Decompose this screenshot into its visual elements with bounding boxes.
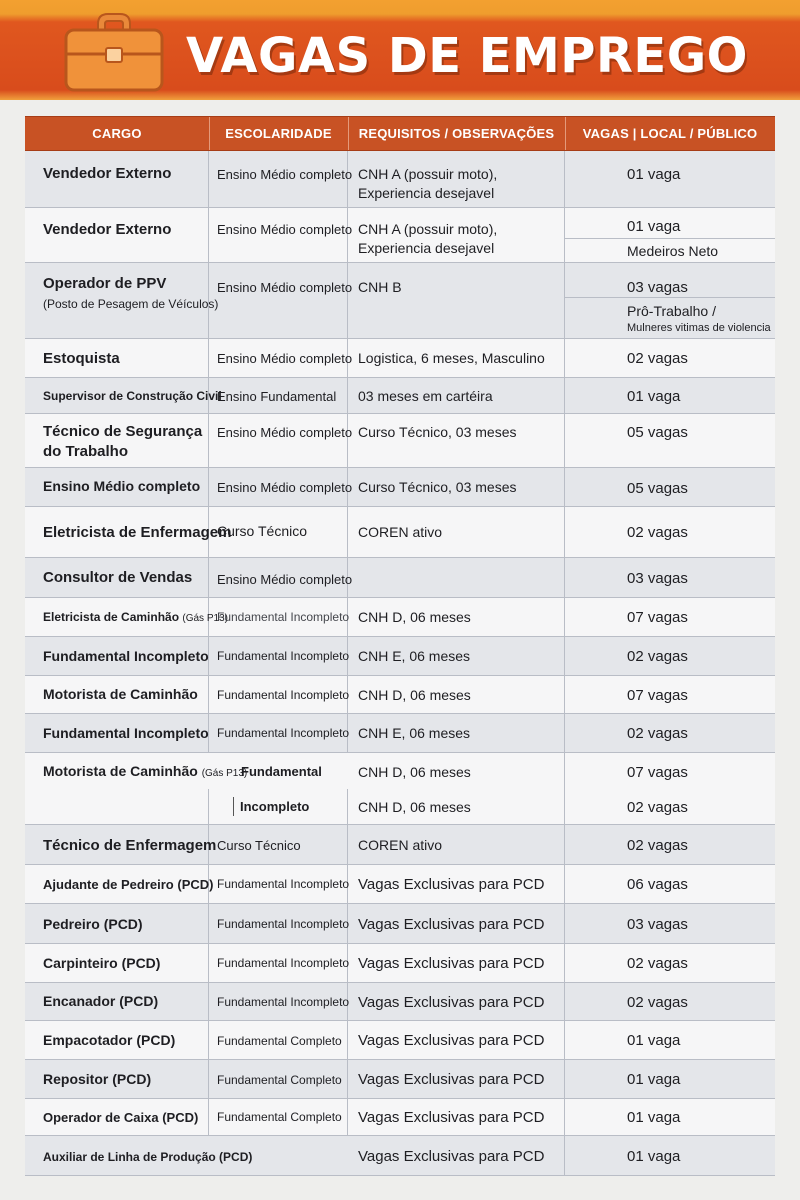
cargo-cell: Fundamental Incompleto bbox=[43, 648, 209, 664]
cargo-cell: Técnico de Segurança bbox=[43, 423, 203, 440]
cargo-tag: (Gás P13) bbox=[182, 613, 228, 624]
escolaridade-cell: Fundamental Incompleto bbox=[217, 688, 350, 702]
cargo-cell: Pedreiro (PCD) bbox=[43, 916, 143, 932]
header-banner bbox=[0, 0, 800, 100]
column-header-requisitos: REQUISITOS / OBSERVAÇÕES bbox=[348, 117, 566, 150]
cargo-cell bbox=[43, 608, 228, 628]
escolaridade-cell: Ensino Fundamental bbox=[217, 389, 337, 404]
escolaridade-cell: Fundamental Completo bbox=[217, 1110, 342, 1124]
cargo-cell: Encanador (PCD) bbox=[43, 993, 159, 1009]
escolaridade-cell: Fundamental Incompleto bbox=[217, 877, 350, 891]
escolaridade-cell: Fundamental Incompleto bbox=[217, 995, 350, 1009]
table-row bbox=[25, 1099, 775, 1136]
local-cell: Prô-Trabalho / bbox=[627, 303, 716, 319]
table-row bbox=[25, 983, 775, 1021]
escolaridade-cell: Fundamental Completo bbox=[217, 1034, 342, 1048]
vagas-cell: 02 vagas bbox=[627, 524, 688, 541]
escolaridade-cell: Curso Técnico bbox=[217, 523, 308, 539]
escolaridade-cell: Ensino Médio completo bbox=[217, 280, 353, 295]
requisitos-cell: CNH D, 06 meses bbox=[358, 609, 471, 625]
vagas-cell: 07 vagas bbox=[627, 764, 688, 781]
cargo-cell: Supervisor de Construção Civil bbox=[43, 389, 222, 403]
table-row bbox=[25, 414, 775, 468]
jobs-table bbox=[25, 116, 775, 1165]
vagas-cell: 03 vagas bbox=[627, 279, 688, 296]
cargo-subtitle: (Posto de Pesagem de Véículos) bbox=[43, 297, 219, 311]
requisitos-cell: Vagas Exclusivas para PCD bbox=[358, 1032, 545, 1049]
escolaridade-cell: Ensino Médio completo bbox=[217, 351, 353, 366]
requisitos-cell: Vagas Exclusivas para PCD bbox=[358, 1109, 545, 1126]
table-header bbox=[25, 116, 775, 151]
vagas-cell: 02 vagas bbox=[627, 799, 688, 816]
page-title: VAGAS DE EMPREGO bbox=[186, 28, 748, 84]
vagas-cell: 07 vagas bbox=[627, 609, 688, 626]
table-row bbox=[25, 208, 775, 263]
cargo-cell: Auxiliar de Linha de Produção (PCD) bbox=[43, 1150, 253, 1164]
requisitos-cell: Vagas Exclusivas para PCD bbox=[358, 1071, 545, 1088]
vagas-cell: 03 vagas bbox=[627, 570, 688, 587]
requisitos-cell: Vagas Exclusivas para PCD bbox=[358, 955, 545, 972]
vagas-cell: 03 vagas bbox=[627, 916, 688, 933]
column-header-escolaridade: ESCOLARIDADE bbox=[209, 117, 349, 150]
requisitos-cell: CNH D, 06 meses bbox=[358, 799, 471, 815]
requisitos-cell: CNH A (possuir moto), bbox=[358, 221, 498, 237]
cargo-cell: Vendedor Externo bbox=[43, 221, 172, 238]
table-row bbox=[25, 714, 775, 753]
vagas-cell: 02 vagas bbox=[627, 725, 688, 742]
vagas-cell: 01 vaga bbox=[627, 1109, 681, 1126]
table-row bbox=[25, 789, 775, 825]
briefcase-icon bbox=[62, 10, 166, 94]
cargo-text: Eletricista de Caminhão bbox=[43, 610, 180, 624]
escolaridade-cell: Curso Técnico bbox=[217, 838, 301, 853]
requisitos-cell: CNH B bbox=[358, 279, 402, 295]
column-header-vagas: VAGAS | LOCAL / PÚBLICO bbox=[582, 126, 758, 141]
table-row bbox=[25, 263, 775, 339]
requisitos-cell-line2: Experiencia desejavel bbox=[358, 185, 495, 201]
cargo-cell: Consultor de Vendas bbox=[43, 569, 193, 586]
vagas-cell: 01 vaga bbox=[627, 1032, 681, 1049]
table-row bbox=[25, 676, 775, 714]
cargo-cell: Ajudante de Pedreiro (PCD) bbox=[43, 877, 214, 892]
local-cell: Medeiros Neto bbox=[627, 243, 719, 259]
cargo-cell: Empacotador (PCD) bbox=[43, 1032, 176, 1048]
requisitos-cell: Vagas Exclusivas para PCD bbox=[358, 994, 545, 1011]
escolaridade-cell: Ensino Médio completo bbox=[217, 222, 353, 237]
cargo-cell: Operador de PPV bbox=[43, 275, 167, 292]
cargo-cell: Operador de Caixa (PCD) bbox=[43, 1110, 199, 1125]
table-row bbox=[25, 378, 775, 414]
table-row bbox=[25, 904, 775, 944]
escolaridade-cell: Fundamental bbox=[241, 764, 322, 779]
vagas-cell: 02 vagas bbox=[627, 350, 688, 367]
cargo-cell: Técnico de Enfermagem bbox=[43, 837, 217, 854]
requisitos-cell-line2: Experiencia desejavel bbox=[358, 240, 495, 256]
vagas-cell: 01 vaga bbox=[627, 166, 681, 183]
cargo-cell: Ensino Médio completo bbox=[43, 478, 201, 494]
vagas-cell: 06 vagas bbox=[627, 876, 688, 893]
escolaridade-cell: Ensino Médio completo bbox=[217, 167, 353, 182]
vagas-cell: 05 vagas bbox=[627, 424, 688, 441]
requisitos-cell: CNH E, 06 meses bbox=[358, 648, 471, 664]
cargo-cell: Repositor (PCD) bbox=[43, 1071, 152, 1087]
table-row bbox=[25, 825, 775, 865]
local-cell-line2: Mulneres vitimas de violencia bbox=[627, 322, 771, 334]
escolaridade-cell: Fundamental Incompleto bbox=[217, 610, 350, 624]
escolaridade-cell: Ensino Médio completo bbox=[217, 480, 353, 495]
vagas-cell: 01 vaga bbox=[627, 1071, 681, 1088]
cargo-text: Motorista de Caminhão bbox=[43, 763, 198, 779]
escolaridade-cell: Fundamental Incompleto bbox=[217, 649, 350, 663]
vagas-cell: 01 vaga bbox=[627, 388, 681, 405]
table-row bbox=[25, 865, 775, 904]
requisitos-cell: CNH E, 06 meses bbox=[358, 725, 471, 741]
vagas-cell: 05 vagas bbox=[627, 480, 688, 497]
table-row bbox=[25, 339, 775, 378]
vagas-cell: 02 vagas bbox=[627, 837, 688, 854]
vagas-cell: 02 vagas bbox=[627, 648, 688, 665]
table-row bbox=[25, 753, 775, 789]
cargo-cell bbox=[43, 762, 248, 783]
requisitos-cell: COREN ativo bbox=[358, 837, 443, 853]
cargo-cell-line2: do Trabalho bbox=[43, 443, 129, 460]
escolaridade-cell: Ensino Médio completo bbox=[217, 425, 353, 440]
table-row bbox=[25, 151, 775, 208]
requisitos-cell: CNH D, 06 meses bbox=[358, 687, 471, 703]
vagas-cell: 07 vagas bbox=[627, 687, 688, 704]
vagas-cell: 02 vagas bbox=[627, 955, 688, 972]
table-row bbox=[25, 1021, 775, 1060]
table-row bbox=[25, 1136, 775, 1176]
escolaridade-cell: Fundamental Incompleto bbox=[217, 956, 350, 970]
vagas-cell: 02 vagas bbox=[627, 994, 688, 1011]
requisitos-cell: Curso Técnico, 03 meses bbox=[358, 479, 517, 495]
cargo-tag: (Gás P13) bbox=[201, 768, 248, 779]
requisitos-cell: COREN ativo bbox=[358, 524, 443, 540]
cargo-cell: Fundamental Incompleto bbox=[43, 725, 209, 741]
requisitos-cell: Logistica, 6 meses, Masculino bbox=[358, 350, 545, 366]
table-row bbox=[25, 558, 775, 598]
table-row bbox=[25, 1060, 775, 1099]
table-row bbox=[25, 468, 775, 507]
escolaridade-cell: Ensino Médio completo bbox=[217, 572, 353, 587]
cargo-cell: Carpinteiro (PCD) bbox=[43, 955, 161, 971]
escolaridade-cell: Fundamental Incompleto bbox=[217, 726, 350, 740]
requisitos-cell: Curso Técnico, 03 meses bbox=[358, 424, 517, 440]
requisitos-cell: CNH A (possuir moto), bbox=[358, 166, 498, 182]
cargo-cell: Vendedor Externo bbox=[43, 165, 172, 182]
vagas-cell: 01 vaga bbox=[627, 1148, 681, 1165]
cargo-cell: Estoquista bbox=[43, 350, 120, 367]
escolaridade-cell: Fundamental Incompleto bbox=[217, 917, 350, 931]
vagas-cell: 01 vaga bbox=[627, 218, 681, 235]
table-row bbox=[25, 944, 775, 983]
requisitos-cell: Vagas Exclusivas para PCD bbox=[358, 876, 545, 893]
requisitos-cell: 03 meses em cartéira bbox=[358, 388, 493, 404]
table-row bbox=[25, 598, 775, 637]
table-row bbox=[25, 507, 775, 558]
escolaridade-cell: Incompleto bbox=[233, 797, 343, 816]
cargo-cell: Motorista de Caminhão bbox=[43, 686, 198, 702]
requisitos-cell: Vagas Exclusivas para PCD bbox=[358, 916, 545, 933]
table-row bbox=[25, 637, 775, 676]
escolaridade-cell: Fundamental Completo bbox=[217, 1073, 342, 1087]
requisitos-cell: CNH D, 06 meses bbox=[358, 764, 471, 780]
requisitos-cell: Vagas Exclusivas para PCD bbox=[358, 1148, 545, 1165]
column-header-cargo: CARGO bbox=[25, 117, 210, 150]
cargo-cell: Eletricista de Enfermagem bbox=[43, 524, 232, 541]
